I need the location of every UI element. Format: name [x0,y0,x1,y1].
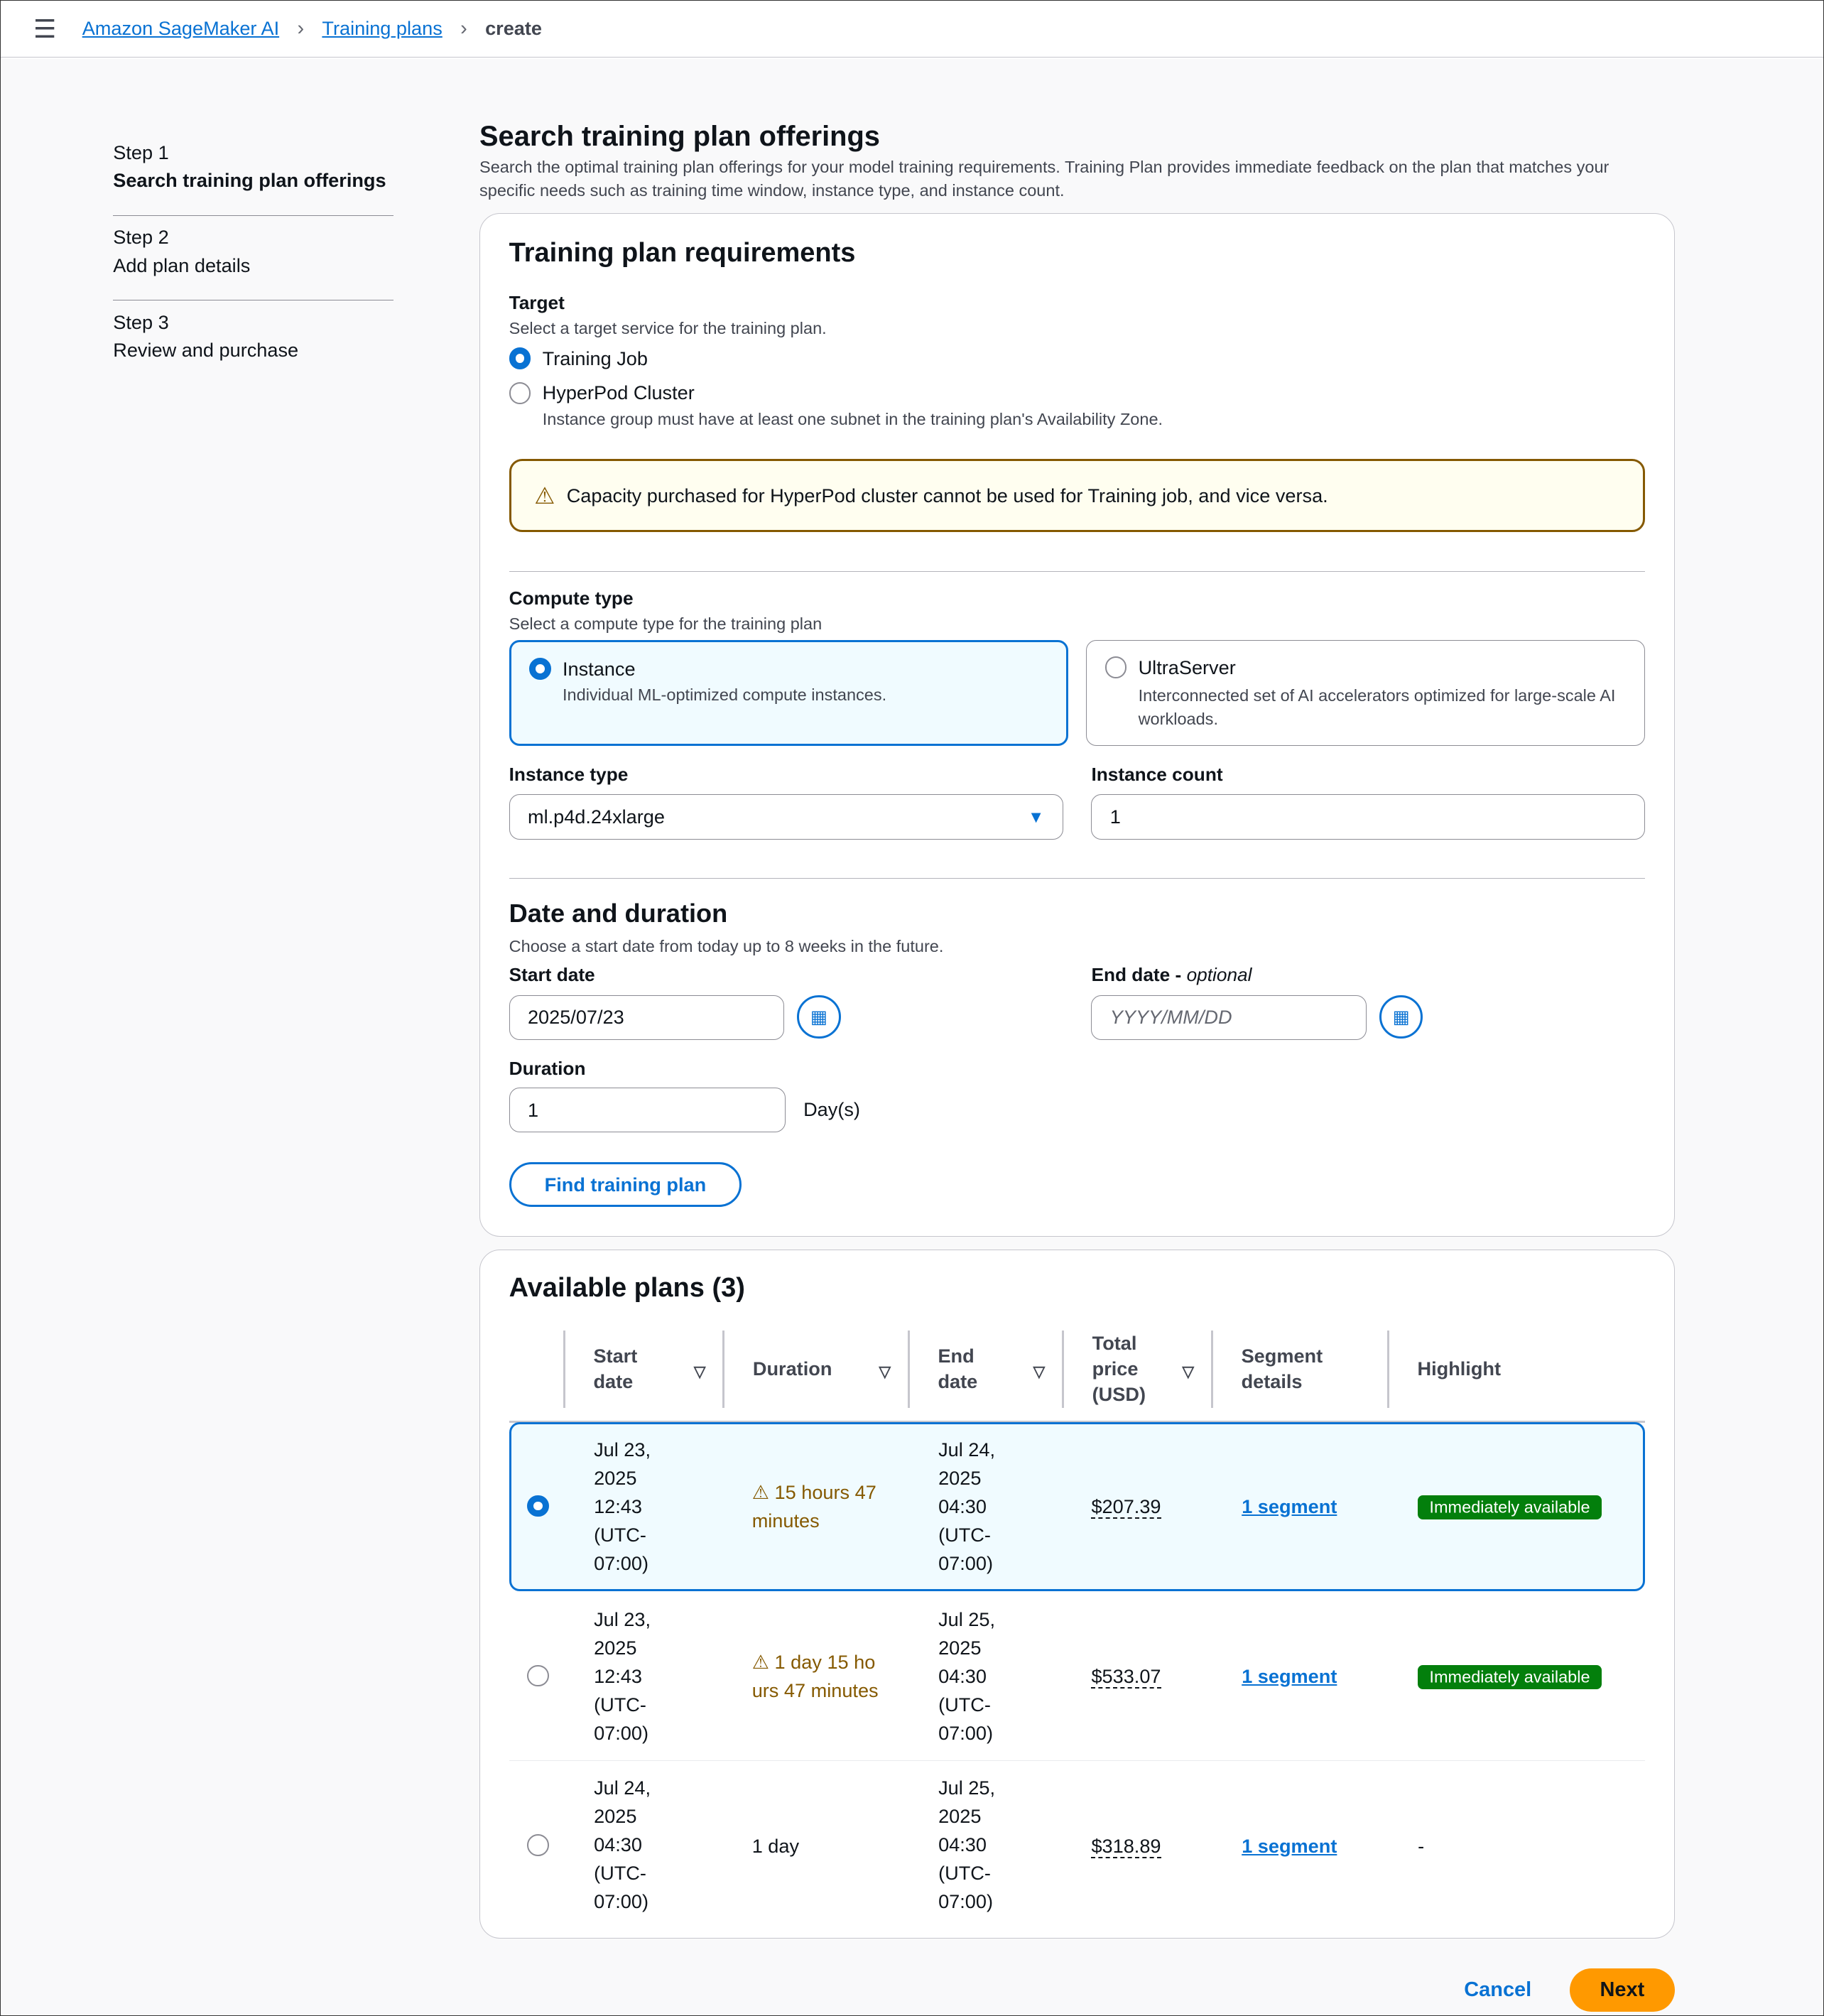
duration-text: 1 day 15 hours 47 minutes [751,1651,879,1701]
instance-type-select[interactable] [509,794,1063,839]
option-title: Instance [563,657,636,680]
find-training-plan-button[interactable]: Find training plan [509,1162,742,1207]
chevron-right-icon: › [460,16,467,40]
highlight-badge: Immediately available [1418,1665,1602,1689]
calendar-icon[interactable]: ▦ [1379,995,1423,1039]
alert-text: Capacity purchased for HyperPod cluster cannot be used for Training job, and vice versa. [566,484,1328,506]
row-radio[interactable] [527,1834,549,1856]
segment-link[interactable]: 1 segment [1242,1664,1337,1687]
highlight-cell [1418,1662,1602,1692]
requirements-title: Training plan requirements [509,237,856,268]
sort-icon[interactable]: ▽ [1033,1362,1046,1380]
step-label: Search training plan offerings [113,169,386,192]
option-description: Interconnected set of AI accelerators optimized for large-scale AI workloads. [1138,686,1616,728]
radio-label: Training Job [542,347,648,369]
step-number: Step 3 [113,310,169,333]
optional-tag: optional [1186,964,1252,986]
column-highlight [1387,1331,1644,1408]
compute-type-description: Select a compute type for the training plan [509,614,823,634]
compute-option-instance[interactable] [509,640,1068,745]
warning-icon: ⚠ [751,1651,775,1674]
price-cell [1091,1492,1161,1521]
segment-cell [1242,1492,1337,1521]
instance-type-label: Instance type [509,763,629,785]
column-label: Highlight [1417,1357,1502,1380]
wizard-steps [113,141,393,362]
segment-cell [1242,1832,1337,1860]
target-description: Select a target service for the training plan. [509,318,827,337]
end-date-label-text: End date [1091,964,1171,986]
segment-link[interactable]: 1 segment [1242,1495,1337,1518]
column-label: Duration [752,1357,832,1380]
price-value[interactable]: $533.07 [1091,1664,1161,1687]
option-description: Individual ML-optimized compute instances. [563,685,887,705]
instance-count-input[interactable] [1091,794,1645,839]
target-label: Target [509,291,565,313]
breadcrumb [82,17,542,40]
start-date-cell: Jul 23, 2025 12:43 (UTC-07:00) [594,1438,651,1574]
chevron-right-icon: › [297,16,305,40]
input-value: 1 [527,1098,539,1121]
input-value: 1 [1109,806,1121,828]
option-title: UltraServer [1138,656,1236,678]
segment-link[interactable]: 1 segment [1242,1834,1337,1857]
input-placeholder: YYYY/MM/DD [1109,1006,1232,1029]
duration-unit: Day(s) [803,1098,860,1120]
warning-alert [509,459,1646,532]
end-date-cell: Jul 25, 2025 04:30 (UTC-07:00) [938,1777,996,1912]
page-title: Search training plan offerings [479,121,880,153]
price-cell [1091,1832,1161,1860]
highlight-cell [1418,1492,1602,1522]
step-3 [113,311,393,362]
radio-icon[interactable] [529,658,551,680]
duration-cell [752,1648,884,1705]
sort-icon[interactable]: ▽ [1182,1362,1195,1380]
start-date-cell: Jul 23, 2025 12:43 (UTC-07:00) [594,1608,651,1744]
row-radio[interactable] [527,1665,549,1687]
step-number: Step 2 [113,226,169,249]
radio-icon[interactable] [1105,656,1127,678]
select-value: ml.p4d.24xlarge [527,806,665,828]
date-description: Choose a start date from today up to 8 weeks in the future. [509,937,944,956]
step-number: Step 1 [113,141,169,164]
breadcrumb-training-plans[interactable]: Training plans [322,17,443,40]
warning-icon: ⚠ [534,482,555,509]
end-date-input[interactable] [1091,995,1366,1040]
radio-icon[interactable] [509,382,531,404]
warning-icon: ⚠ [751,1481,775,1504]
start-date-input[interactable] [509,995,784,1040]
step-label: Review and purchase [113,338,299,361]
top-bar [0,0,1824,58]
start-date-cell: Jul 24, 2025 04:30 (UTC-07:00) [594,1777,651,1912]
radio-training-job[interactable] [509,347,648,370]
highlight-badge: Immediately available [1418,1495,1602,1519]
date-duration-title: Date and duration [509,899,728,928]
column-label: End date [938,1345,978,1393]
column-total-price[interactable] [1062,1331,1212,1408]
price-cell [1091,1662,1161,1691]
highlight-cell [1418,1832,1424,1860]
column-label: Total price (USD) [1092,1332,1146,1406]
end-date-cell: Jul 25, 2025 04:30 (UTC-07:00) [938,1608,996,1744]
duration-input[interactable] [509,1088,786,1132]
end-date-cell: Jul 24, 2025 04:30 (UTC-07:00) [938,1438,996,1574]
column-start-date[interactable] [563,1331,724,1408]
price-value[interactable]: $207.39 [1091,1495,1161,1518]
page-description: Search the optimal training plan offerings for your model training requirements. Training Plan provides immediate feedback on the plan that matches your specific needs such as training time window, instance type, and instance count. [479,157,1609,200]
duration-text: 15 hours 47 minutes [751,1481,876,1532]
duration-text: 1 day [751,1834,800,1857]
sort-icon[interactable]: ▽ [693,1362,706,1380]
row-radio[interactable] [527,1495,549,1517]
duration-label: Duration [509,1058,586,1080]
input-value: 2025/07/23 [527,1006,624,1029]
start-date-label: Start date [509,964,595,986]
column-end-date[interactable] [908,1331,1063,1408]
next-button[interactable]: Next [1570,1968,1675,2012]
available-plans-title: Available plans (3) [509,1272,745,1303]
instance-count-label: Instance count [1091,763,1223,785]
end-date-label: End date - optional [1091,964,1252,986]
duration-cell [752,1478,884,1535]
duration-cell [752,1832,884,1860]
segment-cell [1242,1662,1337,1691]
sort-icon[interactable]: ▽ [879,1362,891,1380]
cancel-button[interactable]: Cancel [1464,1978,1532,2002]
column-label: Segment details [1241,1345,1323,1393]
column-segment-details [1211,1331,1389,1408]
breadcrumb-sagemaker[interactable]: Amazon SageMaker AI [82,17,280,40]
column-label: Start date [593,1345,638,1393]
caret-down-icon: ▼ [1028,807,1045,826]
radio-icon[interactable] [509,347,531,369]
hyperpod-note: Instance group must have at least one subnet in the training plan's Availability Zone. [542,410,1163,429]
step-2 [113,226,393,276]
price-value[interactable]: $318.89 [1091,1834,1161,1857]
compute-option-ultraserver[interactable] [1086,640,1645,745]
compute-type-label: Compute type [509,587,634,609]
step-label: Add plan details [113,254,251,276]
highlight-badge: - [1418,1834,1425,1857]
step-1[interactable] [113,141,393,192]
breadcrumb-current: create [485,17,543,40]
radio-label: HyperPod Cluster [542,381,695,404]
radio-hyperpod-cluster[interactable] [509,381,695,404]
column-duration[interactable] [722,1331,908,1408]
calendar-icon[interactable]: ▦ [797,995,841,1039]
menu-icon[interactable]: ☰ [33,13,57,43]
